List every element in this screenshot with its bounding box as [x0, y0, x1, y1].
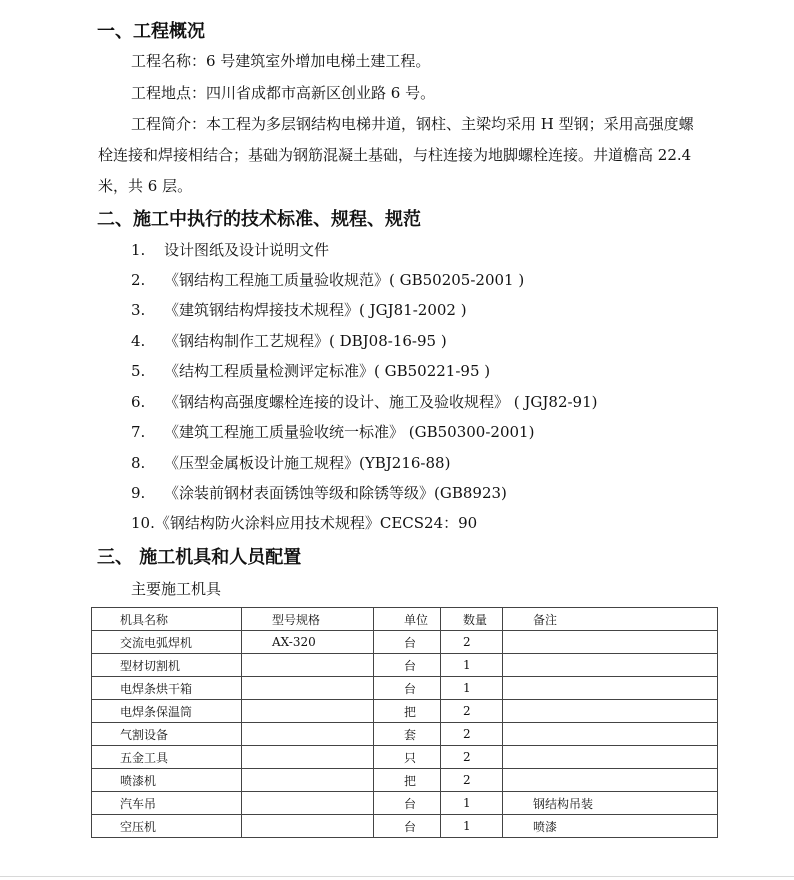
table-cell [503, 631, 718, 654]
item-number: 9. [131, 484, 146, 502]
item-number: 2. [131, 271, 146, 289]
equipment-subheading: 主要施工机具 [131, 580, 222, 598]
table-cell: 气割设备 [92, 723, 242, 746]
item-text: 《结构工程质量检测评定标准》( GB50221-95 ) [164, 362, 491, 380]
item-number: 6. [131, 393, 146, 411]
table-cell: 型材切割机 [92, 654, 242, 677]
table-cell: 只 [374, 746, 441, 769]
item-number: 10. [131, 514, 155, 532]
table-cell: 套 [374, 723, 441, 746]
table-cell: 1 [441, 654, 503, 677]
standard-item [131, 361, 490, 381]
table-row [92, 815, 718, 838]
item-text: 设计图纸及设计说明文件 [164, 241, 330, 259]
table-cell: 2 [441, 723, 503, 746]
standard-item [131, 422, 534, 442]
table-cell: 把 [374, 700, 441, 723]
table-cell [242, 815, 374, 838]
project-name: 工程名称：6 号建筑室外增加电梯土建工程。 [131, 52, 431, 70]
table-cell [503, 700, 718, 723]
item-number: 4. [131, 332, 146, 350]
table-cell: 2 [441, 769, 503, 792]
table-cell: 喷漆机 [92, 769, 242, 792]
standard-item [131, 240, 329, 260]
project-intro-line1: 工程简介：本工程为多层钢结构电梯井道，钢柱、主梁均采用 H 型钢；采用高强度螺 [131, 115, 694, 133]
standard-item [131, 331, 447, 351]
table-cell: 五金工具 [92, 746, 242, 769]
item-text: 《钢结构防火涂料应用技术规程》CECS24：90 [154, 514, 478, 532]
table-row [92, 700, 718, 723]
table-cell [242, 677, 374, 700]
table-row [92, 631, 718, 654]
table-cell [242, 792, 374, 815]
header-cell: 备注 [503, 608, 718, 631]
item-number: 3. [131, 301, 146, 319]
standard-item [131, 300, 467, 320]
table-cell [503, 769, 718, 792]
table-cell [503, 654, 718, 677]
project-location: 工程地点：四川省成都市高新区创业路 6 号。 [131, 84, 436, 102]
project-intro-line2: 栓连接和焊接相结合；基础为钢筋混凝土基础，与柱连接为地脚螺栓连接。井道檐高 22.4 [98, 146, 692, 164]
table-cell: 电焊条保温筒 [92, 700, 242, 723]
item-text: 《建筑工程施工质量验收统一标准》 (GB50300-2001) [164, 423, 535, 441]
table-row [92, 654, 718, 677]
header-cell: 型号规格 [242, 608, 374, 631]
header-cell: 机具名称 [92, 608, 242, 631]
standard-item [131, 270, 524, 290]
table-cell [242, 654, 374, 677]
table-cell: 交流电弧焊机 [92, 631, 242, 654]
item-text: 《建筑钢结构焊接技术规程》( JGJ81-2002 ) [164, 301, 467, 319]
table-row [92, 723, 718, 746]
table-cell [242, 746, 374, 769]
table-cell: 1 [441, 815, 503, 838]
item-text: 《钢结构工程施工质量验收规范》( GB50205-2001 ) [164, 271, 525, 289]
table-cell: 台 [374, 654, 441, 677]
table-cell: 台 [374, 792, 441, 815]
standard-item [131, 392, 598, 412]
item-number: 8. [131, 454, 146, 472]
section2-heading: 二、施工中执行的技术标准、规程、规范 [97, 209, 421, 230]
table-cell: 1 [441, 792, 503, 815]
standard-item [131, 513, 477, 533]
table-cell: 电焊条烘干箱 [92, 677, 242, 700]
table-cell [503, 723, 718, 746]
section1-heading: 一、工程概况 [97, 21, 205, 42]
table-row [92, 677, 718, 700]
table-cell: 把 [374, 769, 441, 792]
table-cell [242, 723, 374, 746]
table-cell: 钢结构吊装 [503, 792, 718, 815]
table-cell: 1 [441, 677, 503, 700]
table-row [92, 746, 718, 769]
table-cell: 喷漆 [503, 815, 718, 838]
item-number: 1. [131, 241, 146, 259]
equipment-table [91, 607, 718, 838]
table-cell: 2 [441, 700, 503, 723]
table-cell: 2 [441, 746, 503, 769]
table-cell: 台 [374, 677, 441, 700]
header-cell: 数量 [441, 608, 503, 631]
table-cell: 空压机 [92, 815, 242, 838]
table-header-row [92, 608, 718, 631]
table-row [92, 769, 718, 792]
table-cell: 台 [374, 631, 441, 654]
table-cell: 2 [441, 631, 503, 654]
table-cell [242, 769, 374, 792]
table-cell [503, 677, 718, 700]
item-number: 5. [131, 362, 146, 380]
table-cell [503, 746, 718, 769]
project-intro-line3: 米，共 6 层。 [98, 177, 193, 195]
table-cell: 台 [374, 815, 441, 838]
standard-item [131, 453, 450, 473]
item-text: 《涂装前钢材表面锈蚀等级和除锈等级》(GB8923) [164, 484, 507, 502]
item-number: 7. [131, 423, 146, 441]
table-cell: AX-320 [242, 631, 374, 654]
page-bottom-divider [0, 876, 794, 877]
table-cell [242, 700, 374, 723]
standard-item [131, 483, 507, 503]
section3-heading: 三、 施工机具和人员配置 [97, 547, 302, 568]
item-text: 《钢结构制作工艺规程》( DBJ08-16-95 ) [164, 332, 447, 350]
header-cell: 单位 [374, 608, 441, 631]
item-text: 《压型金属板设计施工规程》(YBJ216-88) [164, 454, 451, 472]
table-row [92, 792, 718, 815]
item-text: 《钢结构高强度螺栓连接的设计、施工及验收规程》 ( JGJ82-91) [164, 393, 598, 411]
table-cell: 汽车吊 [92, 792, 242, 815]
